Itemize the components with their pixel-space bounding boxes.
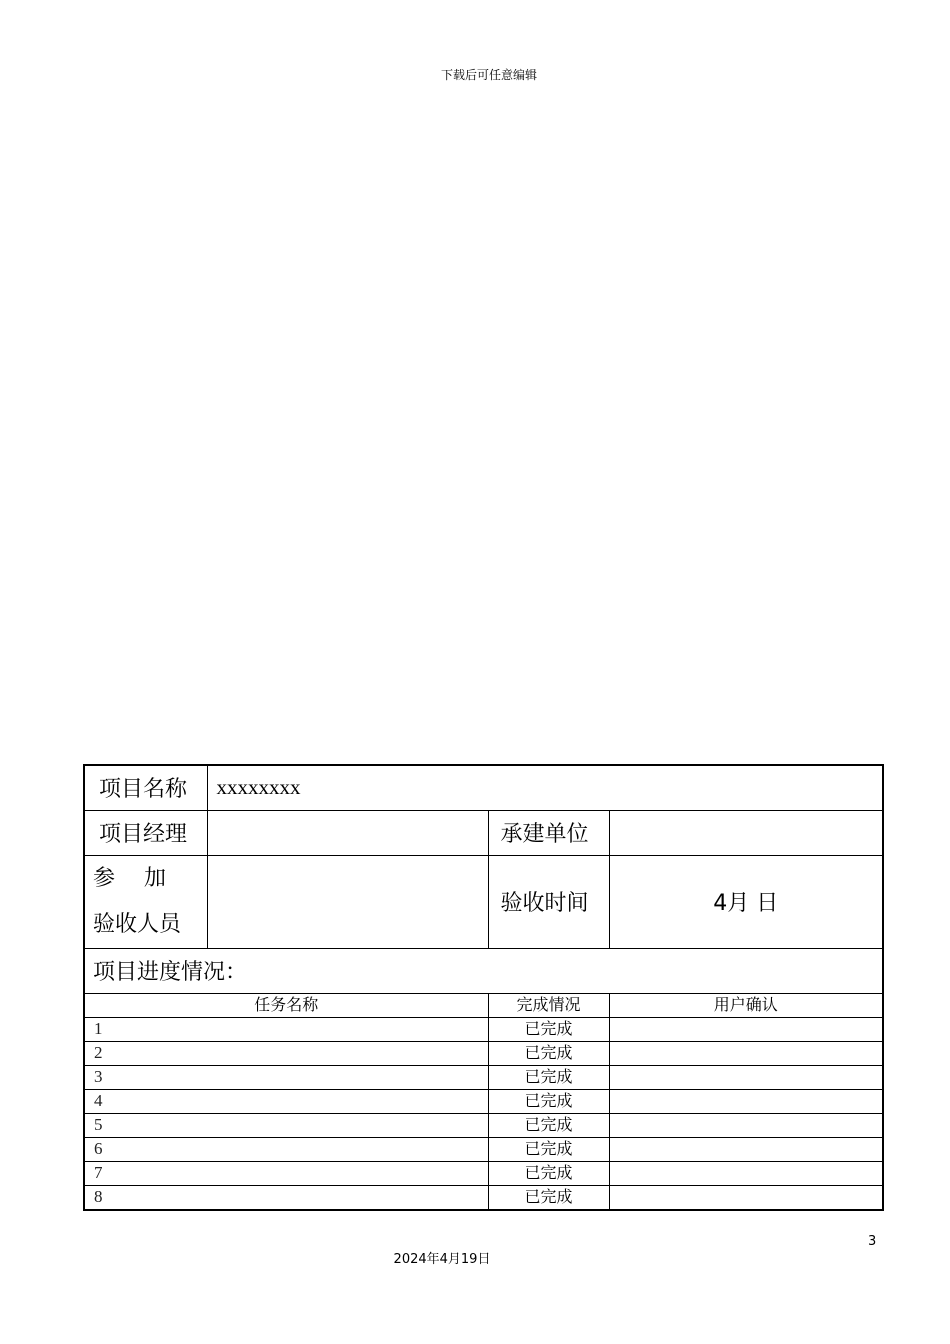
acceptance-time-value[interactable]: 4月 日 bbox=[609, 855, 883, 948]
task-number[interactable]: 1 bbox=[84, 1017, 488, 1041]
project-name-label: 项目名称 bbox=[84, 765, 207, 810]
table-row bbox=[84, 1017, 883, 1041]
participants-label-line2: 验收人员 bbox=[93, 911, 182, 937]
manager-value[interactable] bbox=[207, 810, 488, 855]
task-number[interactable]: 7 bbox=[84, 1161, 488, 1185]
page-header: 下载后可任意编辑 bbox=[440, 68, 537, 82]
project-name-value[interactable]: xxxxxxxx bbox=[207, 765, 883, 810]
table-row bbox=[84, 1137, 883, 1161]
progress-label: 项目进度情况： bbox=[84, 948, 883, 993]
column-header-task: 任务名称 bbox=[84, 993, 488, 1017]
table-row bbox=[84, 1113, 883, 1137]
page-number: 3 bbox=[868, 1234, 877, 1249]
table-row bbox=[84, 1161, 883, 1185]
user-confirm-cell[interactable] bbox=[609, 1065, 883, 1089]
task-status: 已完成 bbox=[488, 1113, 609, 1137]
task-number[interactable]: 2 bbox=[84, 1041, 488, 1065]
task-status: 已完成 bbox=[488, 1161, 609, 1185]
table-row bbox=[84, 1089, 883, 1113]
column-header-confirm: 用户确认 bbox=[609, 993, 883, 1017]
acceptance-form bbox=[83, 764, 884, 1211]
task-status: 已完成 bbox=[488, 1017, 609, 1041]
task-number[interactable]: 8 bbox=[84, 1185, 488, 1210]
column-header-status: 完成情况 bbox=[488, 993, 609, 1017]
task-status: 已完成 bbox=[488, 1137, 609, 1161]
participants-label-line1: 参 加 bbox=[93, 865, 166, 891]
table-row bbox=[84, 1065, 883, 1089]
user-confirm-cell[interactable] bbox=[609, 1017, 883, 1041]
footer-date: 2024年4月19日 bbox=[393, 1252, 491, 1267]
participants-label bbox=[84, 855, 207, 948]
task-status: 已完成 bbox=[488, 1065, 609, 1089]
table-row bbox=[84, 1041, 883, 1065]
user-confirm-cell[interactable] bbox=[609, 1041, 883, 1065]
contractor-value[interactable] bbox=[609, 810, 883, 855]
task-number[interactable]: 3 bbox=[84, 1065, 488, 1089]
task-number[interactable]: 5 bbox=[84, 1113, 488, 1137]
contractor-label: 承建单位 bbox=[488, 810, 609, 855]
manager-label: 项目经理 bbox=[84, 810, 207, 855]
task-number[interactable]: 4 bbox=[84, 1089, 488, 1113]
table-row bbox=[84, 1185, 883, 1210]
participants-value[interactable] bbox=[207, 855, 488, 948]
task-status: 已完成 bbox=[488, 1041, 609, 1065]
acceptance-time-label: 验收时间 bbox=[488, 855, 609, 948]
user-confirm-cell[interactable] bbox=[609, 1185, 883, 1210]
user-confirm-cell[interactable] bbox=[609, 1161, 883, 1185]
user-confirm-cell[interactable] bbox=[609, 1113, 883, 1137]
user-confirm-cell[interactable] bbox=[609, 1089, 883, 1113]
user-confirm-cell[interactable] bbox=[609, 1137, 883, 1161]
task-number[interactable]: 6 bbox=[84, 1137, 488, 1161]
task-status: 已完成 bbox=[488, 1185, 609, 1210]
task-status: 已完成 bbox=[488, 1089, 609, 1113]
